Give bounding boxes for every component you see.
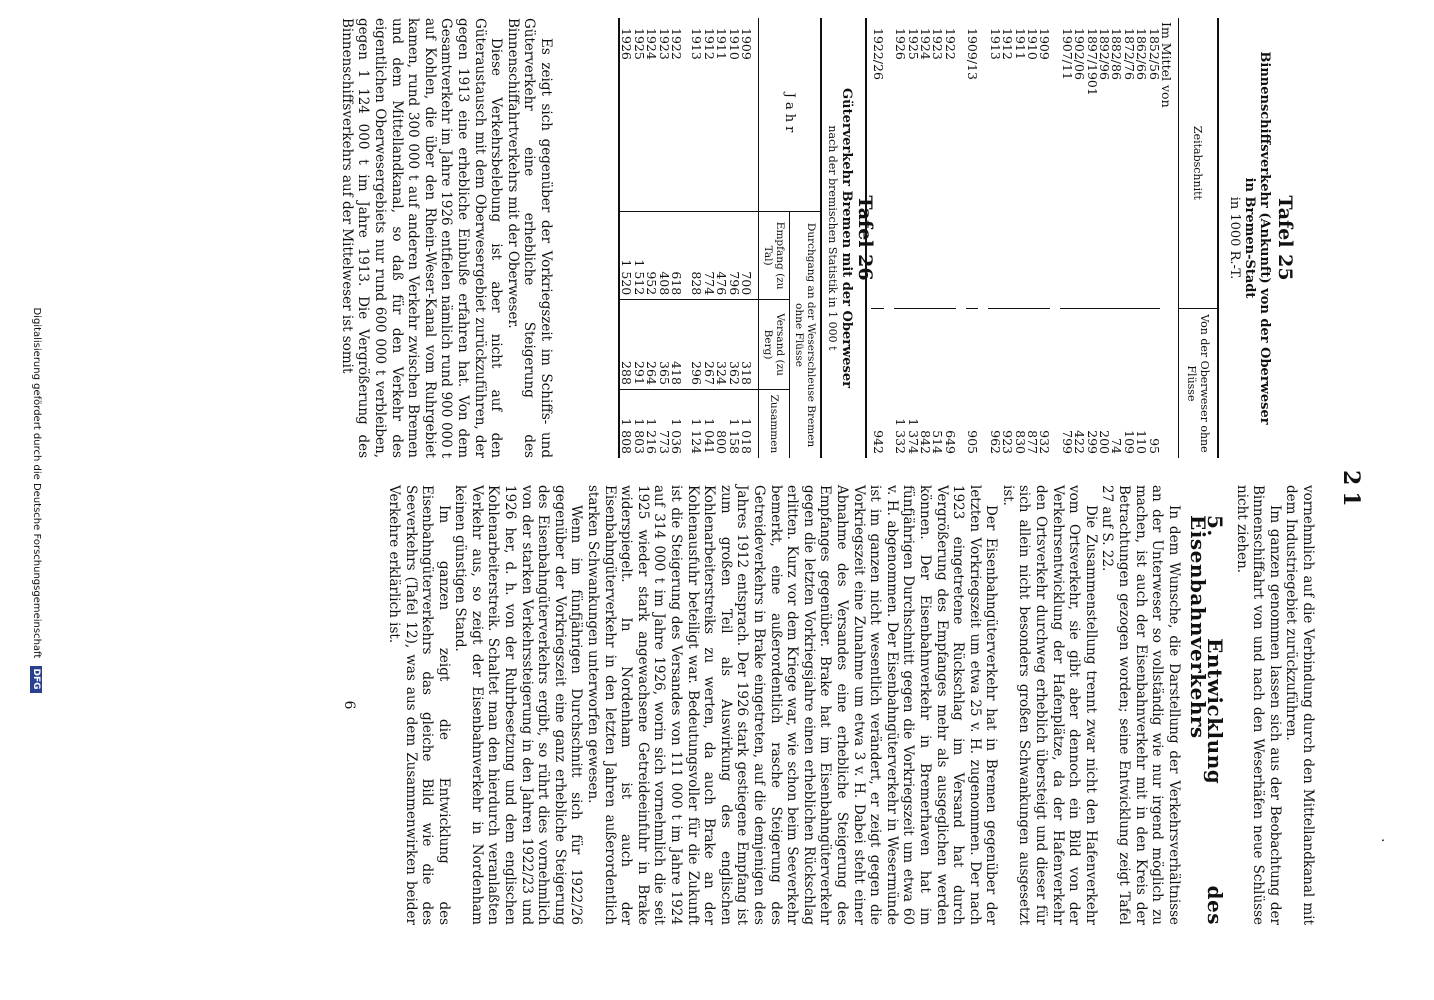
table-26-col-year: Jahr [759,18,822,212]
left-column-text [338,18,554,458]
table-25-period: 1902/06 [1072,28,1088,80]
table-25-spacer [978,18,988,458]
table-26-versand: 418 [670,300,690,390]
table-25-period: 1892/96 [1096,28,1112,80]
table-25-row [1060,18,1072,458]
table-26-empfang: 796 [727,212,739,300]
table-25-row [1122,18,1134,458]
table-26-year: 1909 [739,28,754,60]
table-25-period: 1913 [987,28,1003,60]
table-26-versand: 362 [727,300,739,390]
table-25-row [894,18,906,458]
table-25-value: 649 [944,308,956,458]
table-26-empfang: 476 [715,212,727,300]
table-26-empfang: 774 [702,212,714,300]
table-26 [618,18,876,458]
right-paragraph-6: Wenn im fünfjährigen Durchschnitt sich für 1922/26 gegenüber der Vorkriegszeit eine ganz erhebliche Steigerung des Eisenbahngüterverkehrs ergibt, so rührt dies vornehmlich von der starken Verkehrssteigerung in den Jahren 1922/23 und 1926 her, d. h. von der Ruhrbesetzung und dem englischen Kohlenarbeiterstreik. Schaltet man den hierdurch veranlaßten Verkehr aus, so zeigt der Eisenbahnverkehr in Nordenham keinen günstigen Stand. [452,485,585,925]
table-25-body [871,18,1178,458]
table-25-period: 1922 [942,28,958,60]
table-26-empfang: 1 512 [632,212,644,300]
table-25-value: 942 [871,308,883,458]
table-25-row [1001,18,1013,458]
table-26-versand: 324 [715,300,727,390]
table-26-zusammen: 800 [715,389,727,458]
table-26-versand: 365 [657,300,669,390]
page-mark: . [1378,838,1394,843]
table-26-row [715,18,727,458]
table-26-versand: 318 [740,300,759,390]
table-25-subtitle-2: in Bremen-Stadt [1242,177,1257,299]
table-25-period: 1912 [1000,28,1016,60]
left-paragraph-2: Diese Verkehrsbelebung ist aber nicht auf den Güteraustausch mit dem Oberwesergebiet zurückzuführen, der gegen 1913 eine erhebliche Einbuße erfahren hat. Von dem Gesamtverkehr im Jahre 1926 entfielen nämlich rund 900 000 t auf Kohlen, die über den Rhein-Weser-Kanal vom Ruhrgebiet kamen, rund 300 000 t auf anderen Verkehr zwischen Bremen und dem Mittellandkanal, so daß für den Verkehr des eigentlichen Oberwesergebiets nur rund 600 000 t verbleiben, gegen 1 124 000 t im Jahre 1913. Die Vergrößerung des Binnenschiffsverkehrs auf der Mittelweser ist somit [338,18,505,458]
table-26-empfang: 952 [645,212,657,300]
table-26-row [632,18,644,458]
table-26-col-group: Durchgang an der Weserschleuse Bremen ohne Flüsse [790,212,822,458]
table-25-mittel-label: Im Mittel von [1159,22,1174,108]
table-25-spacer [1050,18,1060,458]
table-26-subtitle: Güterverkehr Bremen mit der Oberweser [839,88,854,388]
table-26-zusammen: 1 124 [690,389,702,458]
table-26-year: 1922 [668,28,684,60]
table-26-col-versand: Versand (zu Berg) [759,300,790,390]
table-26-year: 1911 [714,28,730,60]
table-25-period: 1852/56 [1146,28,1162,80]
table-26-year: 1912 [701,28,717,60]
table-26-zusammen: 1 036 [670,389,690,458]
table-25-row [1026,18,1038,458]
table-25-row [966,18,978,458]
table-26-empfang: 408 [657,212,669,300]
table-25-period: 1922/26 [870,28,886,80]
table-26-zusammen: 1 158 [727,389,739,458]
right-column [341,485,1316,925]
table-26-year: 1923 [656,28,672,60]
table-25-subtitle: Binnenschiffsverkehr (Ankunft) von der Oberweser [1257,51,1272,425]
table-26-zusammen: 1 808 [619,389,632,458]
table-26-zusammen: 1 216 [645,389,657,458]
table-25-period: 1897/1901 [1084,28,1100,96]
table-25-value: 109 [1122,308,1134,458]
table-25-value: 74 [1110,308,1122,458]
table-25-value: 962 [988,308,1000,458]
dfg-logo: DFG [30,666,42,693]
table-26-grid [618,18,822,458]
table-26-title: Tafel 26 [854,195,876,281]
table-25-spacer [884,18,894,458]
table-25-value: 1 332 [894,308,906,458]
table-25-row [1073,18,1085,458]
table-25-period: 1909/13 [965,28,981,80]
table-25-value: 830 [1013,308,1025,458]
table-26-year: 1925 [631,28,647,60]
table-25-row [1013,18,1025,458]
table-25-value: 923 [1001,308,1013,458]
table-25-value: 799 [1060,308,1072,458]
footer-text: Digitalisierung gefördert durch die Deutsche Forschungsgemeinschaft [31,307,42,659]
table-25-unit: in 1000 R.-T. [1227,196,1242,280]
right-paragraph-4: Die Zusammenstellung trennt zwar nicht den Hafenverkehr vom Ortsverkehr, sie gibt aber dennoch ein Bild von der Verkehrsentwicklung der Hafenplätze, da der Hafenverkehr den Ortsverkehr durchweg erheblich übersteigt und dieser für sich allein nicht besonders großen Schwankungen ausgesetzt ist. [999,485,1099,925]
table-25-row [1147,18,1159,458]
table-26-unit: nach der bremischen Statistik in 1 000 t [826,125,839,351]
table-25-spacer [956,18,966,458]
table-25-col-value: Von der Oberweser ohne Flüsse [1179,308,1219,458]
table-25-row [944,18,956,458]
table-26-empfang: 828 [690,212,702,300]
table-25-value: 877 [1026,308,1038,458]
table-26-zusammen: 1 018 [740,389,759,458]
table-25-title: Tafel 25 [1274,195,1296,281]
table-26-year: 1926 [619,28,635,60]
table-26-row [657,18,669,458]
table-25-value: 200 [1098,308,1110,458]
table-25-period: 1872/76 [1121,28,1137,80]
table-25-row [1038,18,1050,458]
table-26-row [740,18,759,458]
table-26-versand: 291 [632,300,644,390]
table-25-value: 110 [1135,308,1147,458]
table-25-value: 95 [1147,308,1159,458]
table-25-row [1110,18,1122,458]
table-26-row [670,18,690,458]
table-26-empfang: 618 [670,212,690,300]
table-25-value: 1 374 [906,308,918,458]
table-26-row [702,18,714,458]
table-26-versand: 264 [645,300,657,390]
table-26-row [619,18,632,458]
digitization-footer [30,0,42,1000]
right-paragraph-5: Der Eisenbahngüterverkehr hat in Bremen gegenüber der letzten Vorkriegszeit um etwa 25 v. H. zugenommen. Der nach 1923 eingetretene Rückschlag im Versand hat durch Vergrößerung des Empfanges mehr als ausgeglichen werden können. Der Eisenbahnverkehr in Bremerhaven hat im fünfjährigen Durchschnitt gegen die Vorkriegszeit um etwa 60 v. H. abgenommen. Der Eisenbahngüterverkehr in Wesermünde ist im ganzen nicht wesentlich verändert, er zeigt gegen die Vorkriegszeit eine Zunahme um etwa 3 v. H. Dabei steht einer Abnahme des Versandes eine erhebliche Steigerung des Empfanges gegenüber. Brake hat im Eisenbahngüterverkehr gegen die letzten Vorkriegsjahre einen erheblichen Rückschlag erlitten. Kurz vor dem Kriege war, wie schon beim Seeverkehr bemerkt, eine außerordentlich rasche Steigerung des Getreideverkehrs in Brake eingetreten, auf die demjenigen des Jahres 1912 entsprach. Der 1926 stark gestiegene Empfang ist zum großen Teil als Auswirkung des englischen Kohlenarbeiterstreiks zu werten, da auch Brake an der Kohlenausfuhr beteiligt war. Bedeutungsvoller für die Zukunft ist die Steigerung des Versandes von 111 000 t im Jahre 1924 auf 314 000 t im Jahre 1926, worin sich vornehmlich die seit 1925 wieder stark angewachsene Getreideeinfuhr in Brake widerspiegelt. In Nordenham ist auch der Eisenbahngüterverkehr in den letzten Jahren außerordentlich starken Schwankungen unterworfen gewesen. [585,485,1000,925]
table-25-value: 905 [966,308,978,458]
left-paragraph-1: Es zeigt sich gegenüber der Vorkriegszeit im Schiffs- und Güterverkehr eine erhebliche Steigerung des Binnenschiffahrtverkehrs mit der Oberweser. [504,18,554,458]
table-26-zusammen: 1 041 [702,389,714,458]
table-26-col-empfang: Empfang (zu Tal) [759,212,790,300]
table-26-year: 1910 [726,28,742,60]
table-25-value: 842 [919,308,931,458]
table-25-period: 1882/86 [1109,28,1125,80]
table-26-col-zusammen: Zusammen [759,389,790,458]
table-25-row [919,18,931,458]
table-25-row [906,18,918,458]
table-26-versand: 288 [619,300,632,390]
table-26-zusammen: 1 803 [632,389,644,458]
table-26-versand: 296 [690,300,702,390]
table-25 [865,18,1296,458]
bottom-mark: 6 [341,700,358,710]
table-25-period: 1926 [893,28,909,60]
table-25-row [1085,18,1097,458]
section-heading: 5. Entwicklung des Eisenbahnverkehrs [1186,515,1228,925]
table-25-row [988,18,1000,458]
table-25-value: 422 [1073,308,1085,458]
table-26-row [690,18,702,458]
table-25-period: 1910 [1024,28,1040,60]
table-26-versand: 267 [702,300,714,390]
table-25-row [931,18,943,458]
table-26-year: 1913 [689,28,705,60]
table-25-period: 1923 [930,28,946,60]
table-25-period: 1911 [1012,28,1028,60]
table-25-period: 1909 [1037,28,1053,60]
table-26-empfang: 1 520 [619,212,632,300]
right-paragraph-2: Im ganzen genommen lassen sich aus der Beobachtung der Binnenschiffahrt von und nach den Weserhäfen neue Schlüsse nicht ziehen. [1233,485,1283,925]
table-25-value: 932 [1038,308,1050,458]
table-25-grid [871,18,1219,458]
table-25-value: 299 [1085,308,1097,458]
table-26-row [727,18,739,458]
table-25-period: 1862/66 [1134,28,1150,80]
table-26-body [619,18,759,458]
page-number: 21 [1338,470,1364,513]
table-25-period: 1925 [905,28,921,60]
right-paragraph-7: Im ganzen zeigt die Entwicklung des Eisenbahngüterverkehrs das gleiche Bild wie die des Seeverkehrs (Tafel 12), was aus dem Zusammenwirken beider Verkehre erklärlich ist. [385,485,452,925]
table-26-zusammen: 773 [657,389,669,458]
table-26-year: 1924 [644,28,660,60]
table-25-col-period: Zeitabschnitt [1179,18,1219,308]
table-26-row [645,18,657,458]
table-25-value: 514 [931,308,943,458]
table-25-row [1135,18,1147,458]
table-25-period: 1907/11 [1059,28,1075,80]
right-paragraph-3: In dem Wunsche, die Darstellung der Verkehrsverhältnisse an der Unterweser so vollständig wie nur irgend möglich zu machen, ist auch der Eisenbahnverkehr mit in den Kreis der Betrachtungen gezogen worden; seine Entwicklung zeigt Tafel 27 auf S. 22. [1099,485,1182,925]
table-25-period: 1924 [918,28,934,60]
right-paragraph-1: vornehmlich auf die Verbindung durch den Mittellandkanal mit dem Industriegebiet zurückzuführen. [1283,485,1316,925]
table-26-empfang: 700 [740,212,759,300]
